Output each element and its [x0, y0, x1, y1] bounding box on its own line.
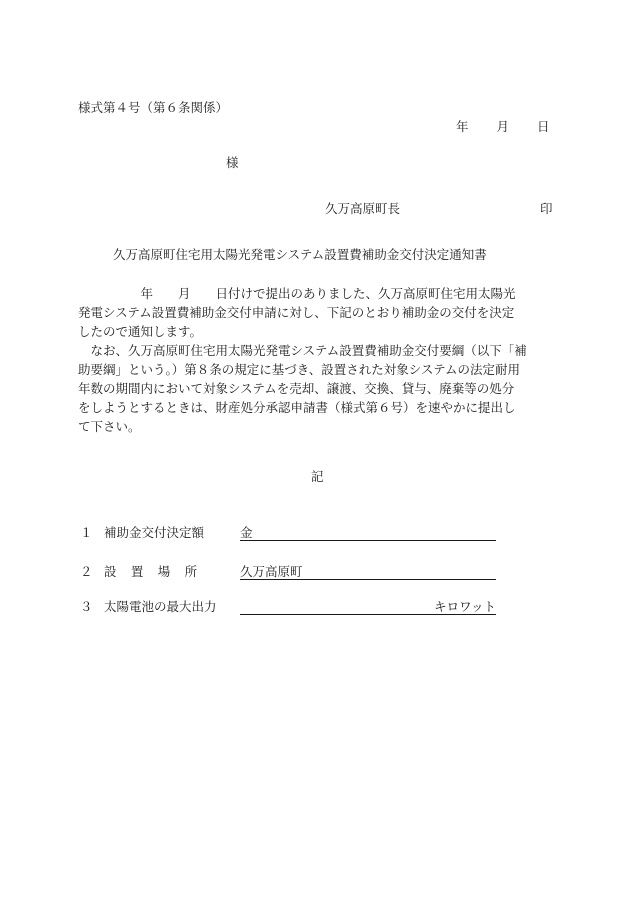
- date-day-label: 日: [537, 119, 550, 134]
- item-label: 設置場所: [104, 564, 212, 579]
- date-year-label: 年: [456, 119, 469, 134]
- field-suffix: キロワット: [434, 599, 496, 614]
- item-number: ３: [80, 599, 93, 614]
- issuer-name: 久万高原町長: [325, 201, 401, 216]
- body-line: をしようとするときは、財産処分承認申請書（様式第６号）を速やかに提出し: [78, 400, 516, 415]
- item-label: 補助金交付決定額: [104, 525, 205, 540]
- item-label: 太陽電池の最大出力: [104, 599, 217, 614]
- document-title: 久万高原町住宅用太陽光発電システム設置費補助金交付決定通知書: [113, 247, 487, 262]
- body-line: て下さい。: [78, 419, 141, 434]
- max-output-field[interactable]: [240, 598, 496, 615]
- body-line: 年 月 日付けで提出のありました、久万高原町住宅用太陽光: [78, 286, 516, 301]
- body-line: 年数の期間内において対象システムを売却、譲渡、交換、貸与、廃棄等の処分: [78, 381, 515, 396]
- grant-amount-field[interactable]: [240, 524, 496, 541]
- field-prefix: 久万高原町: [240, 564, 303, 579]
- install-location-field[interactable]: [240, 563, 496, 580]
- item-number: ２: [80, 564, 93, 579]
- seal-mark: 印: [540, 201, 553, 216]
- body-line: 発電システム設置費補助金交付申請に対し、下記のとおり補助金の交付を決定: [78, 305, 515, 320]
- body-line: 助要綱」という。）第８条の規定に基づき、設置された対象システムの法定耐用: [78, 362, 521, 377]
- ki-heading: 記: [311, 469, 324, 484]
- date-month-label: 月: [496, 119, 510, 134]
- addressee-honorific: 様: [226, 155, 239, 170]
- form-number: 様式第４号（第６条関係）: [78, 100, 229, 115]
- body-line: なお、久万高原町住宅用太陽光発電システム設置費補助金交付要綱（以下「補: [78, 343, 527, 358]
- date-line: [456, 121, 550, 134]
- field-prefix: 金: [240, 525, 253, 540]
- item-number: １: [80, 525, 93, 540]
- body-line: したので通知します。: [78, 324, 203, 339]
- body-text: [78, 288, 558, 440]
